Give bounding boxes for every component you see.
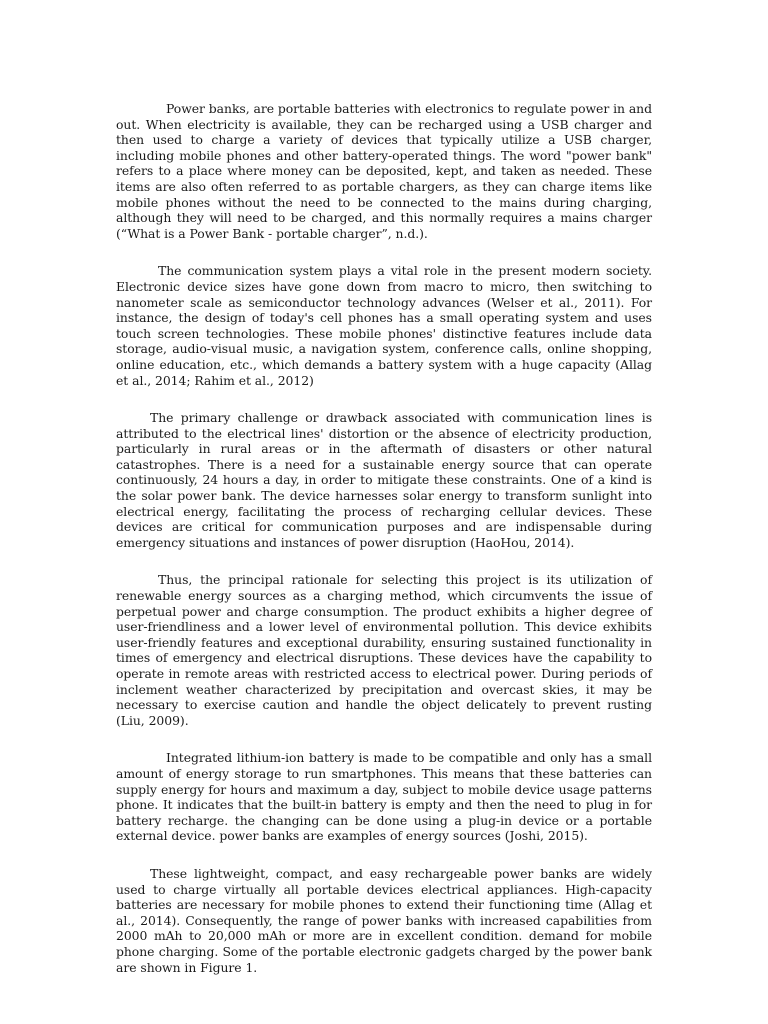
paragraph-lightweight-power-banks: These lightweight, compact, and easy rechargeable power banks are widely used to charge virtually all portable devices electrical appliances. High-capacity batteries are necessary for mobile phones to extend their functioning time (Allag et al., 2014). Consequently, the range of power banks with increased capabilities from 2000 mAh to 20,000 mAh or more are in excellent condition. demand for mobile phone charging. Some of the portable electronic gadgets charged by the power bank are shown in Figure 1.: [116, 865, 652, 975]
paragraph-primary-challenge: The primary challenge or drawback associated with communication lines is attributed to the electrical lines' distortion or the absence of electricity production, particularly in rural areas or in the aftermath of disasters or other natural catastrophes. There is a need for a sustainable energy source that can operate continuously, 24 hours a day, in order to mitigate these constraints. One of a kind is the solar power bank. The device harnesses solar energy to transform sunlight into electrical energy, facilitating the process of recharging cellular devices. These devices are critical for communication purposes and are indispensable during emergency situations and instances of power disruption (HaoHou, 2014).: [116, 410, 652, 550]
paragraph-project-rationale: Thus, the principal rationale for selecting this project is its utilization of renewable energy sources as a charging method, which circumvents the issue of perpetual power and charge consumption. The product exhibits a higher degree of user-friendliness and a lower level of environmental pollution. This device exhibits user-friendly features and exceptional durability, ensuring sustained functionality in times of emergency and electrical disruptions. These devices have the capability to operate in remote areas with restricted access to electrical power. During periods of inclement weather characterized by precipitation and overcast skies, it may be necessary to exercise caution and handle the object delicately to prevent rusting (Liu, 2009).: [116, 572, 652, 728]
paragraph-lithium-ion-battery: Integrated lithium-ion battery is made to be compatible and only has a small amount of energy storage to run smartphones. This means that these batteries can supply energy for hours and maximum a day, subject to mobile device usage patterns phone. It indicates that the built-in battery is empty and then the need to plug in for battery recharge. the changing can be done using a plug-in device or a portable external device. power banks are examples of energy sources (Joshi, 2015).: [116, 750, 652, 844]
paragraph-communication-system: The communication system plays a vital role in the present modern society. Electronic device sizes have gone down from macro to micro, then switching to nanometer scale as semiconductor technology advances (Welser et al., 2011). For instance, the design of today's cell phones has a small operating system and uses touch screen technologies. These mobile phones' distinctive features include data storage, audio-visual music, a navigation system, conference calls, online shopping, online education, etc., which demands a battery system with a huge capacity (Allag et al., 2014; Rahim et al., 2012): [116, 263, 652, 388]
paragraph-power-banks-intro: Power banks, are portable batteries with electronics to regulate power in and out. When electricity is available, they can be recharged using a USB charger and then used to charge a variety of devices that typically utilize a USB charger, including mobile phones and other battery-operated things. The word "power bank" refers to a place where money can be deposited, kept, and taken as needed. These items are also often referred to as portable chargers, as they can charge items like mobile phones without the need to be connected to the mains during charging, although they will need to be charged, and this normally requires a mains charger (“What is a Power Bank - portable charger”, n.d.).: [116, 101, 652, 241]
document-body: [116, 101, 652, 997]
